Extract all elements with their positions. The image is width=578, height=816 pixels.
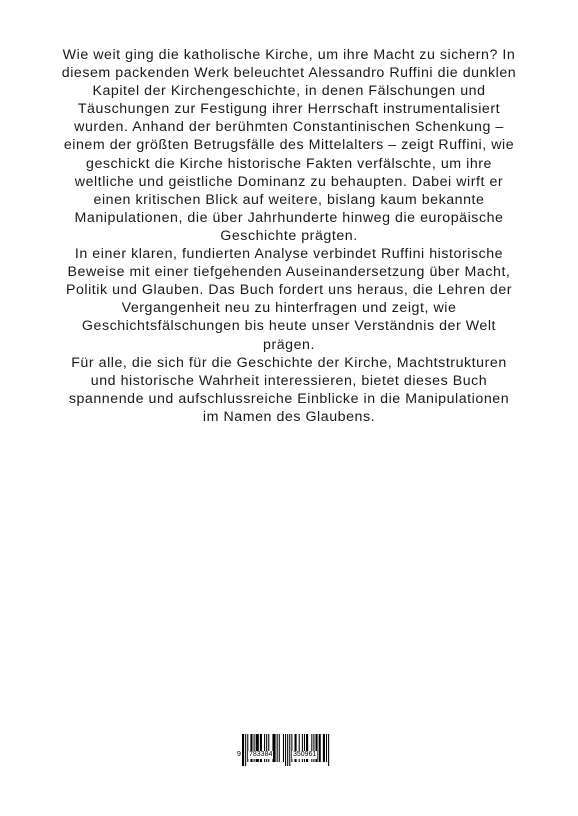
barcode-bar [285,734,286,766]
barcode-bar [319,734,321,762]
barcode-bar [323,734,325,762]
barcode-bar [283,734,284,762]
isbn-barcode [236,734,340,766]
barcode-bar [289,734,290,766]
barcode-bar [326,734,327,762]
barcode-bars [236,734,340,766]
barcode-bar [287,734,288,766]
blurb-paragraph-3: Für alle, die sich für die Geschichte der Kirche, Machtstrukturen und historische Wahrheit interessieren, bietet dieses Buch spannende und aufschlussreiche Einblicke in die Manipulationen im Namen des Glaubens. [68,354,510,425]
barcode-digit-first: 9 [237,751,241,758]
blurb-paragraph-1: Wie weit ging die katholische Kirche, um ihre Macht zu sichern? In diesem packenden Werk beleuchtet Alessandro Ruffini die dunklen Kapitel der Kirchengeschichte, in denen Fälschungen und Täuschungen zur Festigung ihrer Herrschaft instrumentalisiert wurden. Anhand der berühmten Constantinischen Schenkung – einem der größten Betrugsfälle des Mittelalters – zeigt Ruffini, wie geschickt die Kirche historische Fakten verfälschte, um ihre weltliche und geistliche Dominanz zu behaupten. Dabei wirft er einen kritischen Blick auf weitere, bislang kaum bekannte Manipulationen, die über Jahrhunderte hinweg die europäische Geschichte prägten. [61,47,517,244]
blurb-paragraph-2: In einer klaren, fundierten Analyse verbindet Ruffini historische Beweise mit einer tiefgehenden Auseinandersetzung über Macht, Politik und Glauben. Das Buch fordert uns heraus, die Lehren der Vergangenheit neu zu hinterfragen und zeigt, wie Geschichtsfälschungen bis heute unser Verständnis der Welt prägen. [65,246,513,353]
barcode-bar [245,734,246,766]
barcode-bar [279,734,280,762]
barcode-bar [328,734,329,766]
barcode-digits-left: 783384 [249,751,273,758]
barcode-bar [277,734,278,762]
back-cover-blurb [60,46,518,426]
barcode-bar [242,734,244,766]
barcode-digits-right: 350961 [293,751,317,758]
